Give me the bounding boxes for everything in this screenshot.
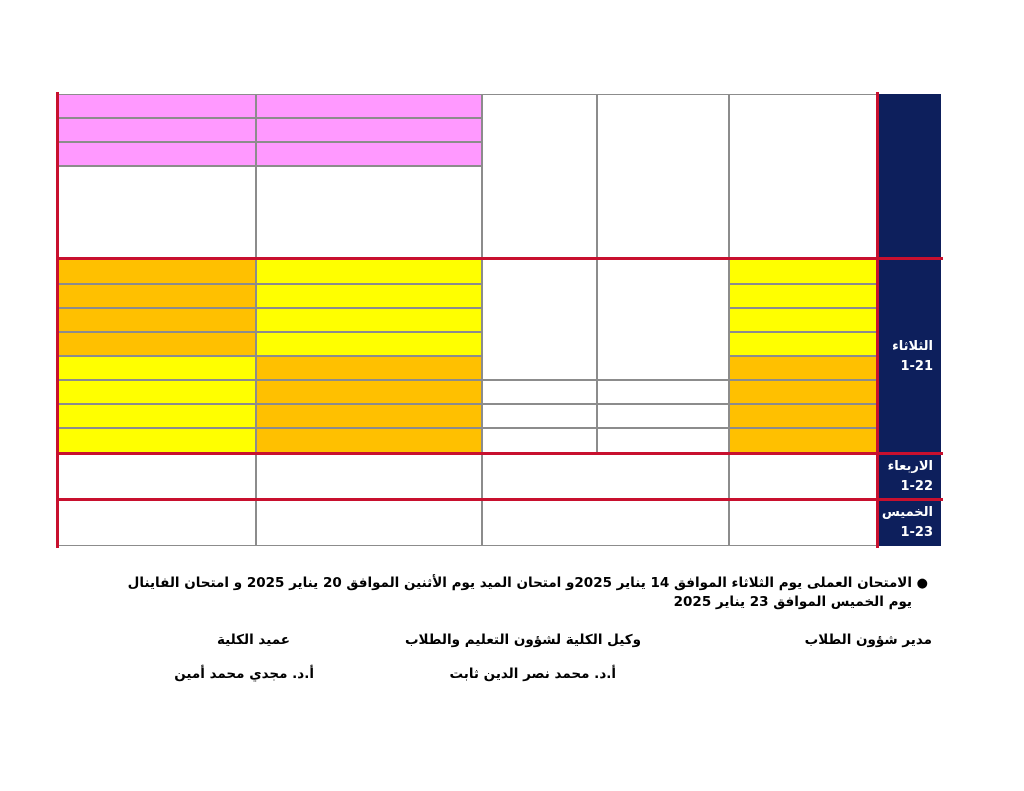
grid-cell: [256, 166, 482, 259]
grid-cell: [482, 94, 597, 259]
grid-cell: [57, 404, 256, 428]
grid-cell: [729, 500, 879, 546]
grid-cell: [256, 142, 482, 166]
dean-title: عميد الكلية: [216, 632, 290, 648]
grid-cell: [256, 284, 482, 308]
grid-cell: [597, 94, 729, 259]
grid-cell: [482, 454, 729, 500]
day-date: 1-21: [900, 358, 933, 374]
grid-cell: [597, 404, 729, 428]
grid-cell: [256, 500, 482, 546]
day-cell-1: [879, 94, 941, 259]
day-date: 1-22: [900, 479, 933, 494]
grid-cell: [597, 428, 729, 454]
vice-dean-title: وكيل الكلية لشؤون التعليم والطلاب: [404, 632, 641, 648]
grid-cell: [597, 380, 729, 404]
grid-cell: [57, 118, 256, 142]
grid-cell: [57, 500, 256, 546]
grid-cell: [256, 380, 482, 404]
grid-cell: [597, 259, 729, 380]
grid-cell: [482, 500, 729, 546]
grid-cell: [57, 356, 256, 380]
grid-cell: [256, 94, 482, 118]
day-cell-3: [879, 454, 941, 500]
grid-cell: [57, 428, 256, 454]
grid-cell: [482, 380, 597, 404]
grid-cell: [729, 308, 879, 332]
day-cell-2: [879, 259, 941, 454]
grid-cell: [57, 454, 256, 500]
divider-line: [876, 92, 879, 548]
grid-cell: [57, 332, 256, 356]
grid-cell: [729, 428, 879, 454]
student-affairs-title: مدير شؤون الطلاب: [804, 632, 932, 648]
grid-cell: [729, 380, 879, 404]
divider-line: [56, 257, 943, 260]
grid-cell: [57, 94, 256, 118]
grid-cell: [256, 454, 482, 500]
grid-cell: [256, 118, 482, 142]
grid-cell: [57, 284, 256, 308]
bullet-icon: ●: [916, 576, 928, 591]
day-name: الخميس: [881, 505, 933, 520]
grid-cell: [256, 356, 482, 380]
day-name: الاربعاء: [887, 459, 933, 474]
grid-cell: [729, 332, 879, 356]
grid-cell: [57, 259, 256, 284]
vice-dean-name: أ.د. محمد نصر الدين ثابت: [449, 666, 616, 682]
dean-name: أ.د. مجدي محمد أمين: [174, 666, 314, 682]
grid-cell: [57, 308, 256, 332]
grid-cell: [482, 428, 597, 454]
exam-notes-text: الامتحان العملى يوم الثلاثاء الموافق 14 يناير 2025و امتحان الميد يوم الأثنين الموافق 20 يناير 2025 و امتحان الفاينال يوم الخميس الموافق 23 يناير 2025: [127, 575, 912, 610]
grid-cell: [729, 284, 879, 308]
grid-cell: [57, 380, 256, 404]
grid-cell: [729, 94, 879, 259]
divider-line: [56, 498, 943, 501]
grid-cell: [729, 356, 879, 380]
grid-cell: [256, 428, 482, 454]
grid-cell: [482, 259, 597, 380]
divider-line: [56, 452, 943, 455]
exam-notes: [110, 574, 928, 612]
divider-line: [56, 92, 59, 548]
grid-cell: [256, 332, 482, 356]
grid-cell: [256, 404, 482, 428]
grid-cell: [729, 454, 879, 500]
grid-cell: [482, 404, 597, 428]
day-name: الثلاثاء: [892, 338, 933, 354]
grid-cell: [57, 166, 256, 259]
grid-cell: [256, 308, 482, 332]
grid-cell: [729, 259, 879, 284]
grid-cell: [729, 404, 879, 428]
day-cell-4: [879, 500, 941, 546]
grid-cell: [256, 259, 482, 284]
day-date: 1-23: [900, 525, 933, 540]
grid-cell: [57, 142, 256, 166]
